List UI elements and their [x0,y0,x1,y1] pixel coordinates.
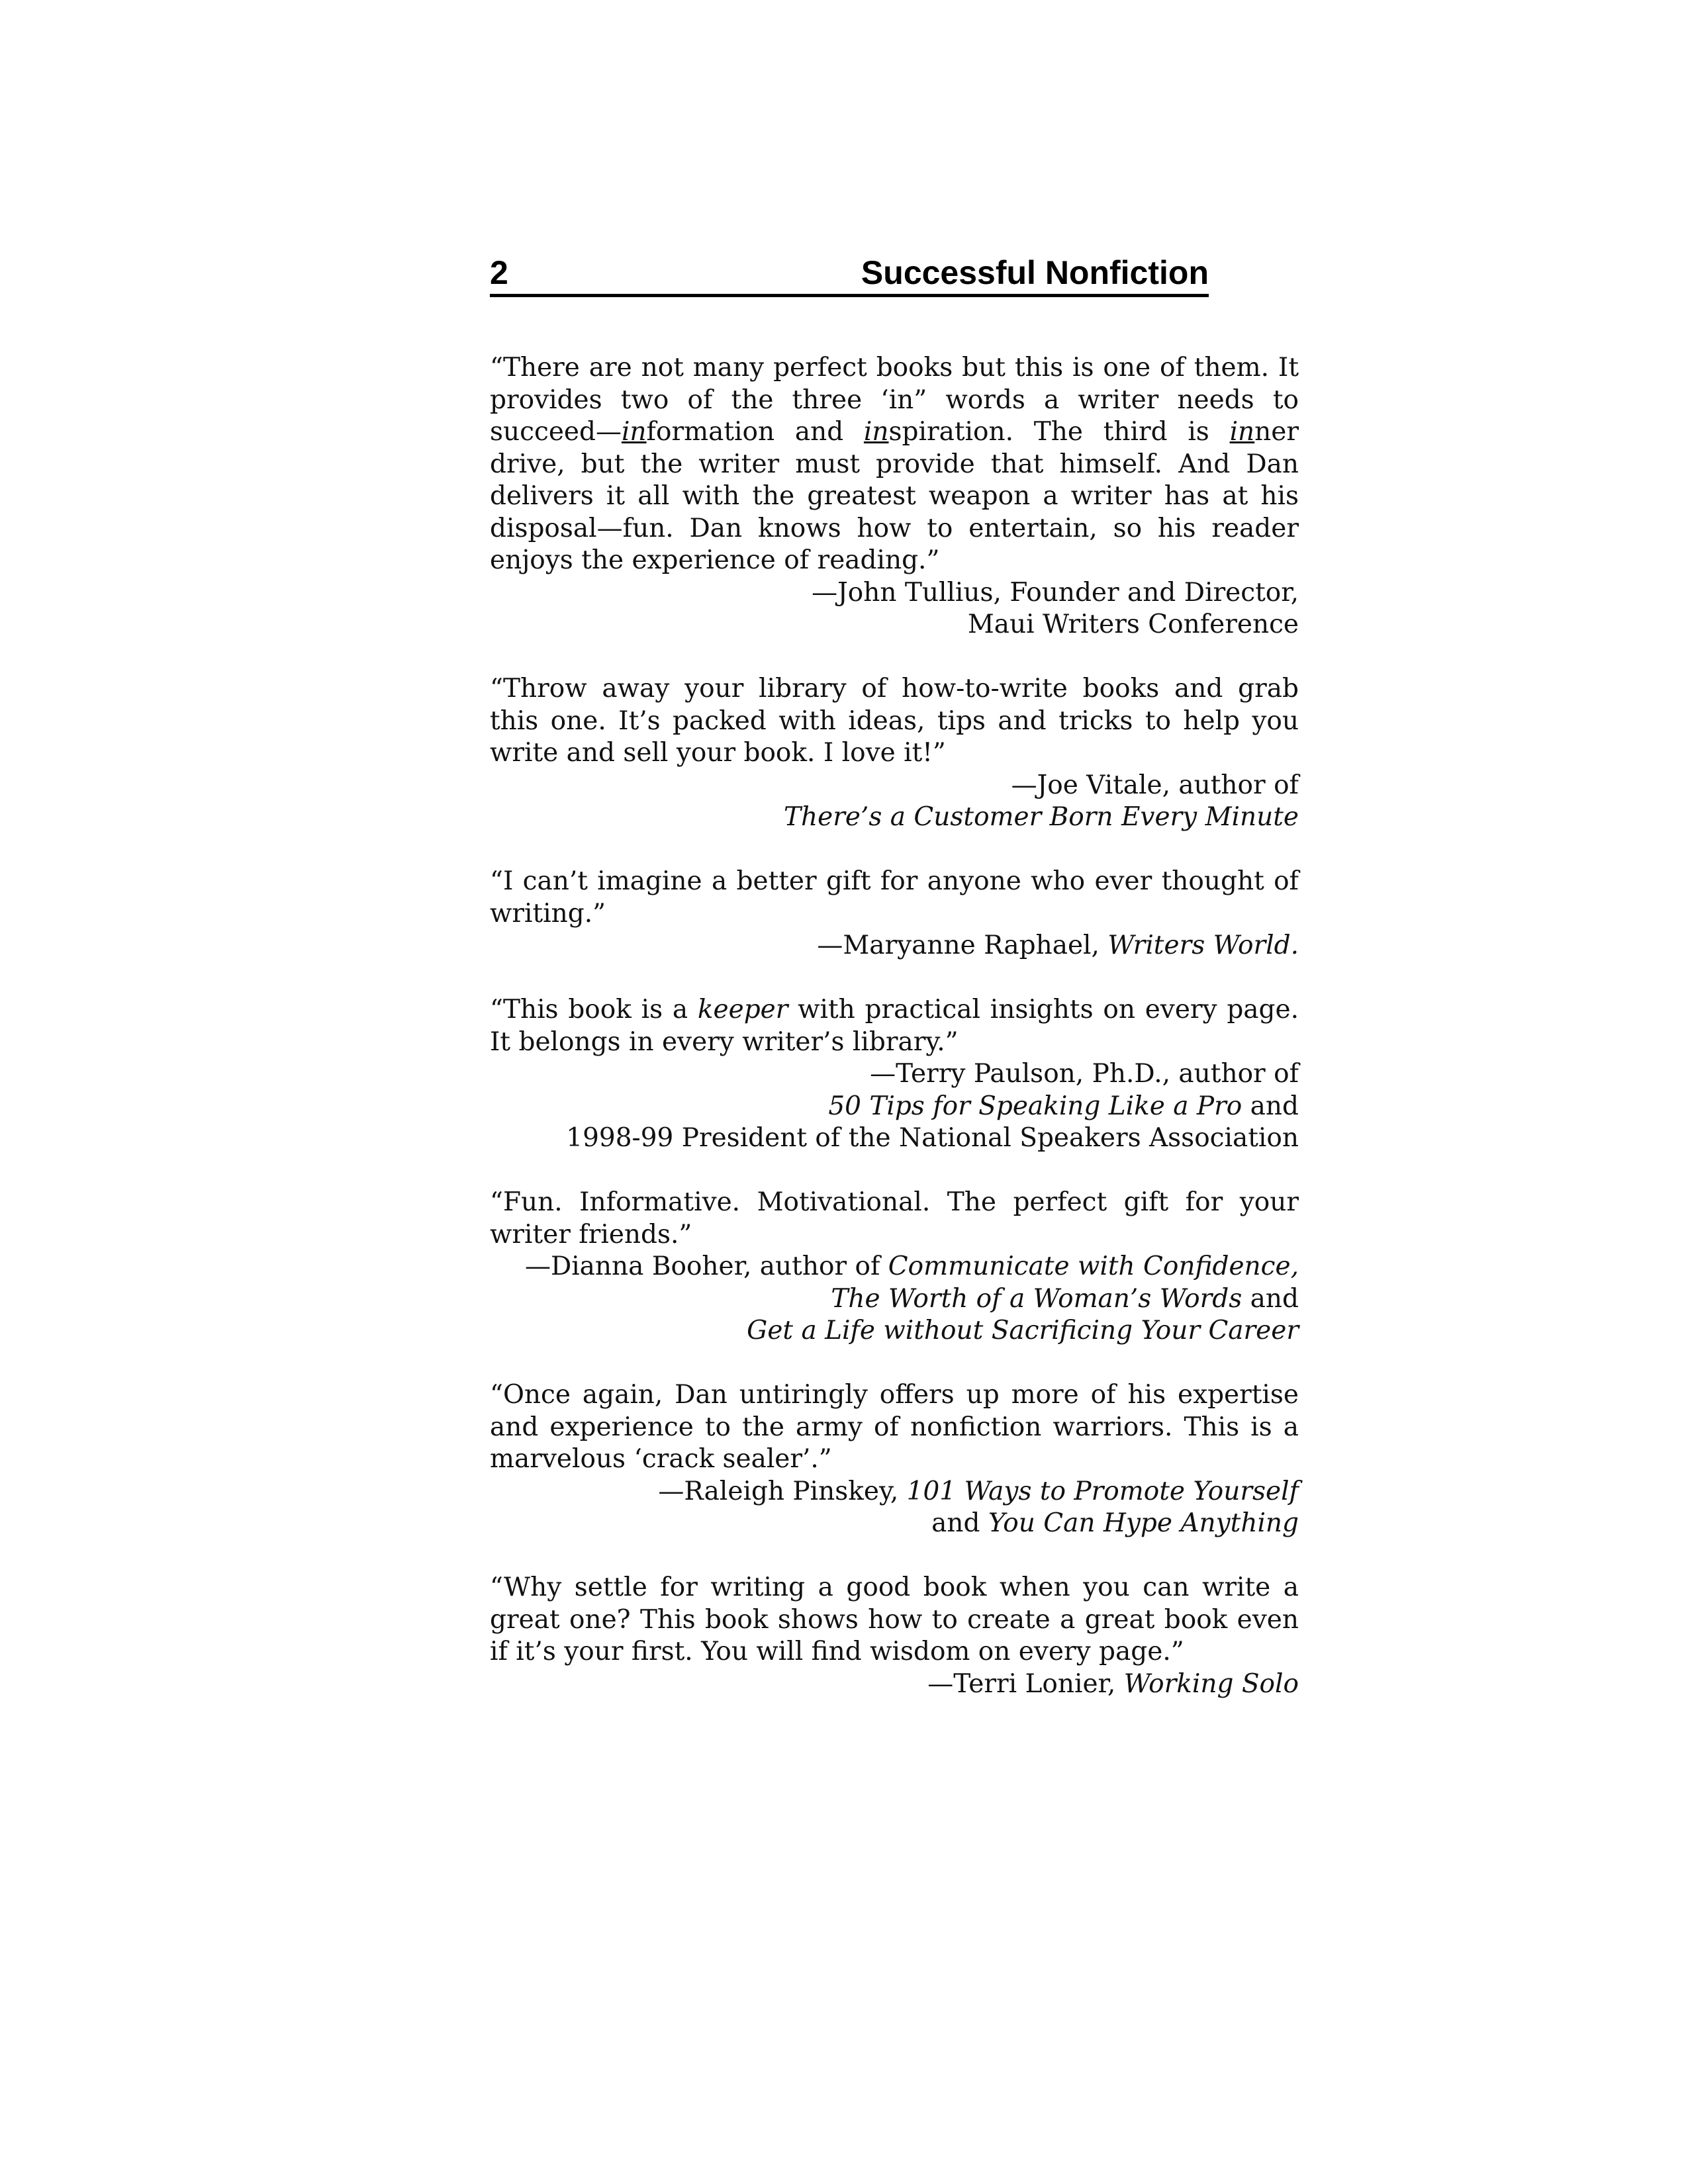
quote-text: “There are not many perfect books but this is one of them. It provides two of the three ‘in” words a writer needs to succeed—information and inspiration. The third is inner drive, but the writer must provide that himself. And Dan delivers it all with the greatest weapon a writer has at his disposal—fun. Dan knows how to entertain, so his reader enjoys the experience of reading.” [490,353,1299,575]
running-title: Successful Nonfiction [861,254,1209,291]
attribution: —Terry Paulson, Ph.D., author of [870,1059,1299,1089]
testimonials-body [490,352,1299,1700]
attribution: —Joe Vitale, author of [1011,770,1299,800]
page-header [490,251,1209,297]
quote-text: “Why settle for writing a good book when you can write a great one? This book shows how to create a great book even if it’s your first. You will find wisdom on every page.” [490,1572,1299,1666]
attribution: and You Can Hype Anything [931,1508,1299,1538]
attribution: —Dianna Booher, author of Communicate with Confidence, [524,1251,1299,1281]
attribution: 1998-99 President of the National Speakers Association [566,1123,1299,1153]
quote-text: “Throw away your library of how-to-write books and grab this one. It’s packed with ideas, tips and tricks to help you write and sell your book. I love it!” [490,674,1299,768]
attribution: 50 Tips for Speaking Like a Pro and [828,1091,1299,1121]
quote-text: “Fun. Informative. Motivational. The perfect gift for your writer friends.” [490,1187,1299,1250]
testimonial-tullius [490,352,1299,641]
attribution: There’s a Customer Born Every Minute [784,802,1299,832]
quote-text: “Once again, Dan untiringly offers up more of his expertise and experience to the army of nonfiction warriors. This is a marvelous ‘crack sealer’.” [490,1380,1299,1474]
testimonial-pinskey [490,1379,1299,1540]
quote-text: “This book is a keeper with practical insights on every page. It belongs in every writer’s library.” [490,995,1299,1057]
testimonial-lonier [490,1572,1299,1700]
attribution: —Maryanne Raphael, Writers World. [817,931,1299,960]
attribution: —John Tullius, Founder and Director, [812,577,1299,608]
testimonial-raphael [490,866,1299,962]
testimonial-booher [490,1187,1299,1347]
page-number: 2 [490,254,508,291]
testimonial-vitale [490,673,1299,834]
testimonial-paulson [490,994,1299,1155]
attribution: Get a Life without Sacrificing Your Career [747,1316,1299,1345]
attribution: The Worth of a Woman’s Words and [831,1283,1299,1314]
attribution: Maui Writers Conference [967,610,1299,639]
attribution: —Raleigh Pinskey, 101 Ways to Promote Yourself [658,1476,1299,1506]
quote-text: “I can’t imagine a better gift for anyone who ever thought of writing.” [490,866,1299,929]
attribution: —Terri Lonier, Working Solo [927,1668,1299,1699]
